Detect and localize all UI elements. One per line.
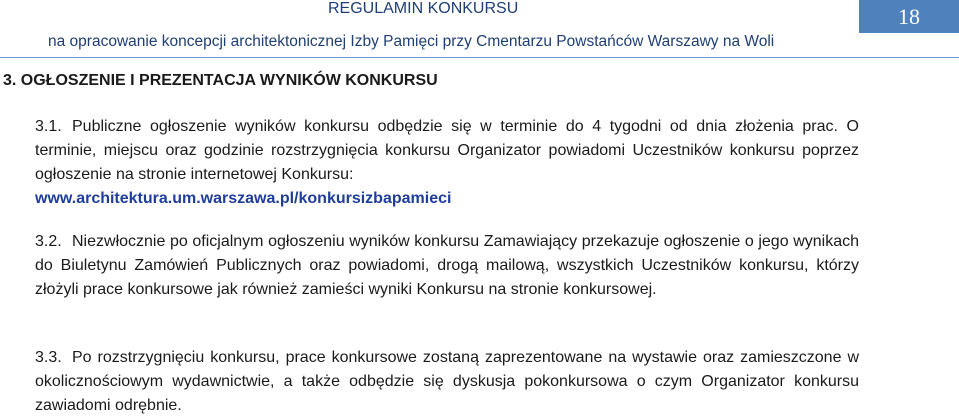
header-divider: [0, 57, 959, 58]
page-number-badge: 18: [859, 0, 959, 33]
section-heading: 3. OGŁOSZENIE I PREZENTACJA WYNIKÓW KONKURSU: [3, 72, 438, 89]
document-subtitle: na opracowanie koncepcji architektonicznej Izby Pamięci przy Cmentarzu Powstańców Warszawy na Woli: [48, 33, 775, 50]
paragraph-text: Niezwłocznie po oficjalnym ogłoszeniu wyników konkursu Zamawiający przekazuje ogłoszenie o jego wynikach do Biuletynu Zamówień Publicznych oraz powiadomi, drogą mailową, wszystkich Uczestników konkursu, którzy złożyli prace konkursowe jak również zamieści wyniki Konkursu na stronie konkursowej.: [35, 233, 859, 298]
contest-website-link[interactable]: www.architektura.um.warszawa.pl/konkursizbapamieci: [35, 190, 452, 207]
paragraph-text: Po rozstrzygnięciu konkursu, prace konkursowe zostaną zaprezentowane na wystawie oraz zamieszczone w okolicznościowym wydawnictwie, a także odbędzie się dyskusja pokonkursowa o czym Organizator konkursu zawiadomi odrębnie.: [35, 349, 859, 414]
paragraph-3-3: [35, 346, 859, 418]
paragraph-text: Publiczne ogłoszenie wyników konkursu odbędzie się w terminie do 4 tygodni od dnia złożenia prac. O terminie, miejscu oraz godzinie rozstrzygnięcia konkursu Organizator powiadomi Uczestników konkursu poprzez ogłoszenie na stronie internetowej Konkursu:: [35, 118, 859, 183]
paragraph-3-1: [35, 115, 859, 211]
document-title: REGULAMIN KONKURSU: [328, 0, 519, 17]
paragraph-number: 3.3.: [35, 349, 62, 366]
paragraph-number: 3.1.: [35, 118, 62, 135]
paragraph-3-2: [35, 230, 859, 302]
paragraph-number: 3.2.: [35, 233, 62, 250]
